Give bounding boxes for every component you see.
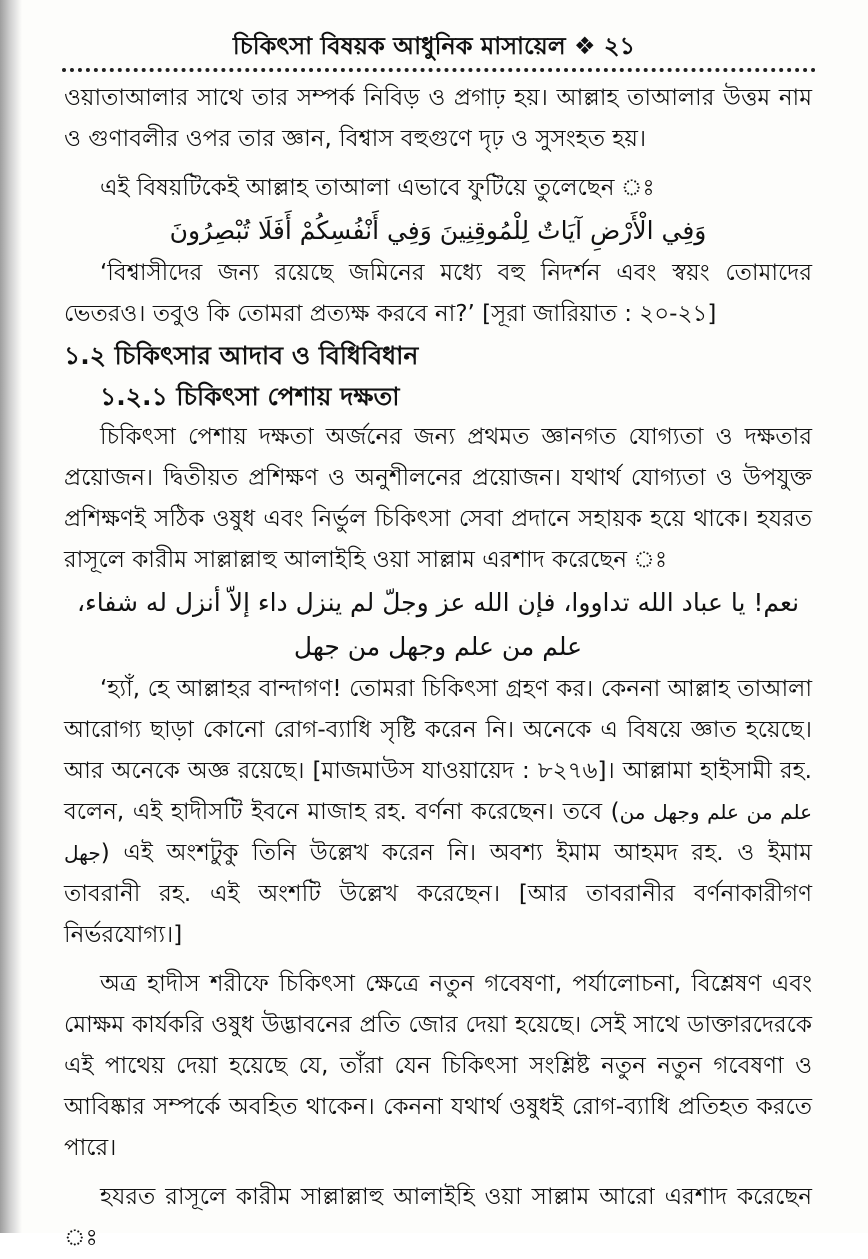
verse-translation: ‘বিশ্বাসীদের জন্য রয়েছে জমিনের মধ্যে বহু নিদর্শন এবং স্বয়ং তোমাদের ভেতরও। তবুও কি তোমরা প্রত্যক্ষ করবে না?’ [সূরা জারিয়াত : ২০-২১] [64, 260, 812, 327]
arabic-hadith-line-1: نعم! يا عباد الله تداووا، فإن الله عز وجلّ لم ينزل داء إلاّ أنزل له شفاء، [76, 588, 800, 617]
running-header: চিকিৎসা বিষয়ক আধুনিক মাসায়েল ❖ ২১ [232, 32, 636, 60]
paragraph-4: চিকিৎসা পেশায় দক্ষতা অর্জনের জন্য প্রথমত জ্ঞানগত যোগ্যতা ও দক্ষতার প্রয়োজন। দ্বিতীয়ত প্রশিক্ষণ ও অনুশীলনের প্রয়োজন। যথার্থ যোগ্যতা ও উপযুক্ত প্রশিক্ষণই সঠিক ওষুধ এবং নির্ভুল চিকিৎসা সেবা প্রদানে সহায়ক হয়ে থাকে। হযরত রাসূলে কারীম সাল্লাল্লাহু আলাইহি ওয়া সাল্লাম এরশাদ করেছেন ঃ [64, 424, 812, 573]
hadith-translation-part-1: ‘হ্যাঁ, হে আল্লাহর বান্দাগণ! তোমরা চিকিৎসা গ্রহণ কর। কেননা আল্লাহ তাআলা আরোগ্য ছাড়া কোনো রোগ-ব্যাধি সৃষ্টি করেন নি। অনেকে এ বিষয়ে জ্ঞাত হয়েছে। আর অনেকে অজ্ঞ রয়েছে। [মাজমাউস যাওয়ায়েদ : ৮২৭৬]। আল্লামা হাইসামী রহ. বলেন, এই হাদীসটি ইবনে মাজাহ রহ. বর্ণনা করেছেন। তবে ( [64, 676, 812, 825]
arabic-hadith-line-2: علم من علم وجهل من جهل [293, 632, 583, 661]
paragraph-6: অত্র হাদীস শরীফে চিকিৎসা ক্ষেত্রে নতুন গবেষণা, পর্যালোচনা, বিশ্লেষণ এবং মোক্ষম কার্যকরি ওষুধ উদ্ভাবনের প্রতি জোর দেয়া হয়েছে। সেই সাথে ডাক্তারদেরকে এই পাথেয় দেয়া হয়েছে যে, তাঁরা যেন চিকিৎসা সংশ্লিষ্ট নতুন নতুন গবেষণা ও আবিষ্কার সম্পর্কে অবহিত থাকেন। কেননা যথার্থ ওষুধই রোগ-ব্যাধি প্রতিহত করতে পারে। [64, 971, 812, 1161]
hadith-translation [64, 669, 812, 956]
paragraph-2: এই বিষয়টিকেই আল্লাহ তাআলা এভাবে ফুটিয়ে তুলেছেন ঃ [100, 175, 655, 201]
section-heading: ১.২ চিকিৎসার আদাব ও বিধিবিধান [64, 341, 419, 370]
subsection-heading: ১.২.১ চিকিৎসা পেশায় দক্ষতা [100, 382, 400, 411]
paragraph-1: ওয়াতাআলার সাথে তার সম্পর্ক নিবিড় ও প্রগাঢ় হয়। আল্লাহ তাআলার উত্তম নাম ও গুণাবলীর ওপর তার জ্ঞান, বিশ্বাস বহুগুণে দৃঢ় ও সুসংহত হয়। [64, 85, 812, 152]
hadith-translation-part-2: ) এই অংশটুকু তিনি উল্লেখ করেন নি। অবশ্য ইমাম আহমদ রহ. ও ইমাম তাবরানী রহ. এই অংশটি উল্লেখ করেছেন। [আর তাবরানীর বর্ণনাকারীগণ নির্ভরযোগ্য।] [64, 840, 812, 948]
paragraph-7: হযরত রাসূলে কারীম সাল্লাল্লাহু আলাইহি ওয়া সাল্লাম আরো এরশাদ করেছেন ঃ [64, 1184, 812, 1251]
inline-arabic-phrase: علم من علم وجهل من جهل [64, 800, 813, 865]
page-body [64, 78, 812, 1259]
header-dotted-divider [62, 68, 816, 72]
arabic-verse: وَفِي الْأَرْضِ آيَاتٌ لِلْمُوقِنِينَ وَفِي أَنْفُسِكُمْ أَفَلَا تُبْصِرُونَ [169, 216, 707, 245]
page-gutter-shadow [0, 0, 22, 1233]
